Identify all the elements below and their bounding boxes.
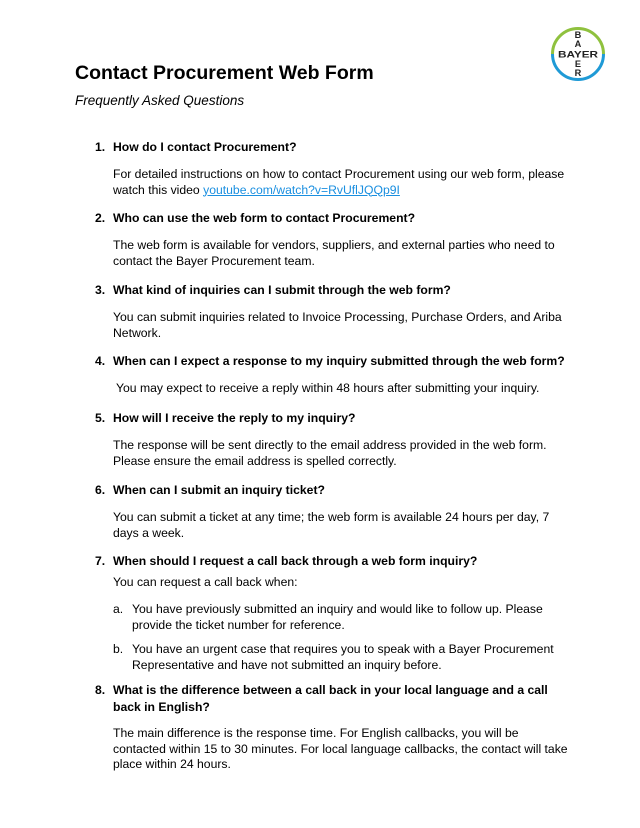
sub-item-marker: b. xyxy=(113,642,124,656)
logo-letter-b: B xyxy=(574,30,582,40)
faq-number: 7. xyxy=(95,554,106,568)
faq-question xyxy=(95,682,570,716)
faq-question xyxy=(95,210,570,227)
logo-text-bayer: BAYER xyxy=(558,49,599,60)
faq-question xyxy=(95,139,570,156)
faq-number: 3. xyxy=(95,283,106,297)
faq-question-text: What is the difference between a call back in your local language and a call back in English? xyxy=(113,683,548,714)
faq-answer: You can submit a ticket at any time; the web form is available 24 hours per day, 7 days a week. xyxy=(113,510,550,540)
faq-answer-text: For detailed instructions on how to contact Procurement using our web form, please watch this video xyxy=(113,167,565,197)
faq-answer: You can request a call back when: xyxy=(113,575,298,589)
faq-question-text: When can I expect a response to my inquiry submitted through the web form? xyxy=(113,354,565,368)
logo-letter-a: A xyxy=(574,39,582,49)
logo-letter-e: E xyxy=(574,59,582,69)
faq-answer: You can submit inquiries related to Invoice Processing, Purchase Orders, and Ariba Network. xyxy=(113,310,562,340)
faq-question-text: Who can use the web form to contact Procurement? xyxy=(113,211,416,225)
faq-number: 8. xyxy=(95,683,106,697)
faq-number: 1. xyxy=(95,140,106,154)
sub-item-text: You have previously submitted an inquiry and would like to follow up. Please provide the ticket number for reference. xyxy=(132,602,543,632)
faq-answer: The web form is available for vendors, suppliers, and external parties who need to contact the Bayer Procurement team. xyxy=(113,238,555,268)
faq-question-text: How will I receive the reply to my inquiry? xyxy=(113,411,356,425)
faq-number: 6. xyxy=(95,483,106,497)
faq-answer xyxy=(113,167,573,198)
faq-question xyxy=(95,353,570,370)
faq-question-text: When can I submit an inquiry ticket? xyxy=(113,483,325,497)
faq-answer: You may expect to receive a reply within 48 hours after submitting your inquiry. xyxy=(116,381,540,395)
video-link[interactable]: youtube.com/watch?v=RvUflJQQp9I xyxy=(203,182,400,197)
faq-question-text: How do I contact Procurement? xyxy=(113,140,297,154)
faq-number: 4. xyxy=(95,354,106,368)
logo-letter-r: R xyxy=(574,68,582,78)
page-title: Contact Procurement Web Form xyxy=(75,62,374,84)
faq-question xyxy=(95,482,570,499)
faq-question xyxy=(95,282,570,299)
faq-question xyxy=(95,410,570,427)
faq-answer: The main difference is the response time. For English callbacks, you will be contacted within 15 to 30 minutes. For local language callbacks, the contact will take place within 24 hours. xyxy=(113,726,568,771)
sub-item-marker: a. xyxy=(113,602,124,616)
page-subtitle: Frequently Asked Questions xyxy=(75,93,245,108)
faq-answer: The response will be sent directly to the email address provided in the web form. Please ensure the email address is spelled correctly. xyxy=(113,438,547,468)
faq-number: 5. xyxy=(95,411,106,425)
faq-sub-item xyxy=(113,642,573,673)
faq-number: 2. xyxy=(95,211,106,225)
bayer-logo xyxy=(550,26,606,82)
faq-sub-item xyxy=(113,602,573,633)
faq-question-text: When should I request a call back through a web form inquiry? xyxy=(113,554,478,568)
faq-question-text: What kind of inquiries can I submit through the web form? xyxy=(113,283,451,297)
sub-item-text: You have an urgent case that requires you to speak with a Bayer Procurement Representative and have not submitted an inquiry before. xyxy=(132,642,554,672)
faq-question xyxy=(95,553,570,570)
